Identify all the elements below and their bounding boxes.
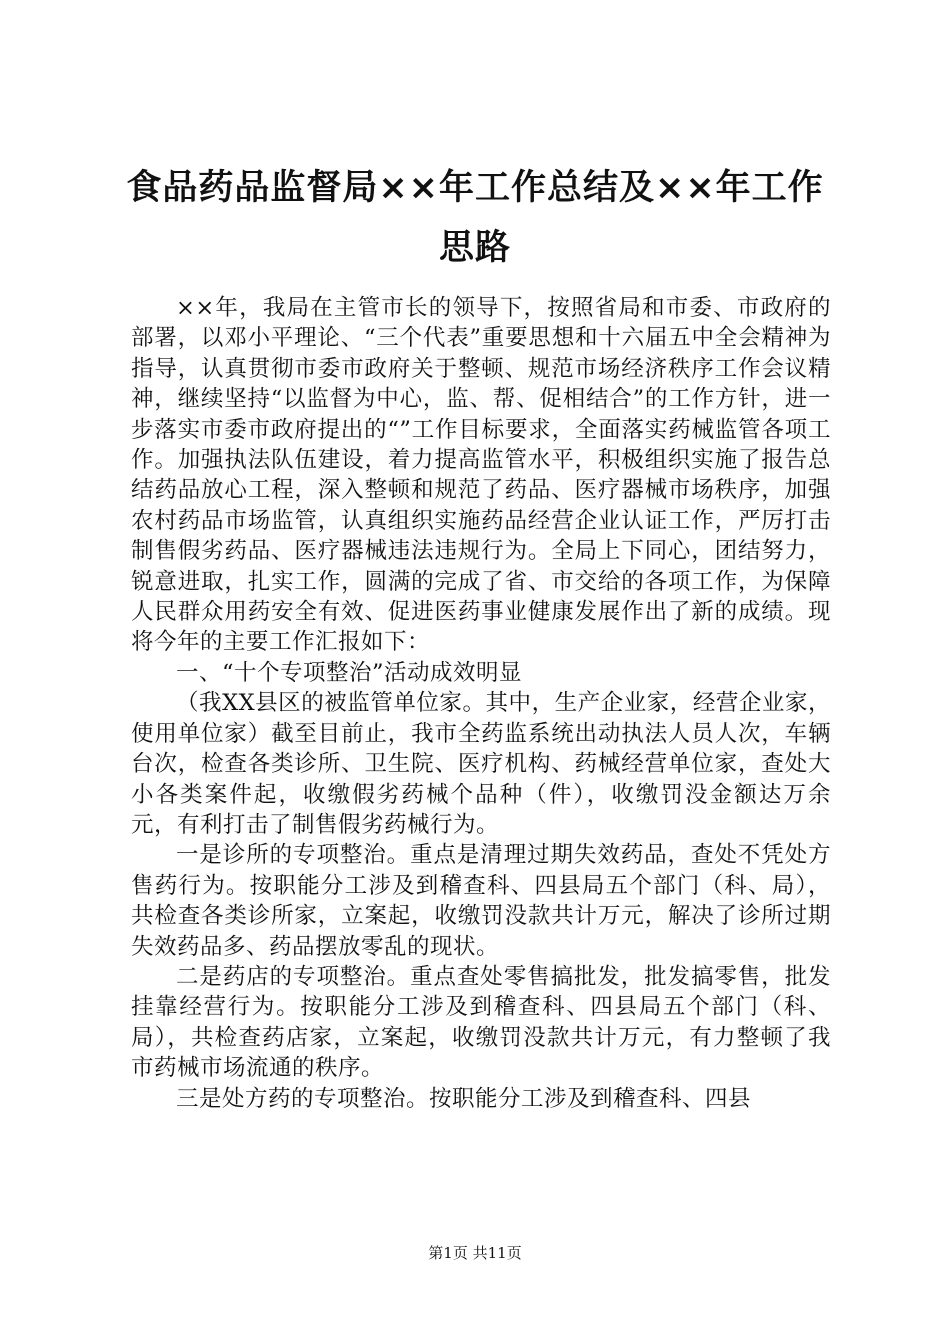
- paragraph-clinic: 一是诊所的专项整治。重点是清理过期失效药品，查处不凭处方售药行为。按职能分工涉及到稽查科、四县局五个部门（科、局），共检查各类诊所家，立案起，收缴罚没款共计万元，解决了诊所过期失效药品多、药品摆放零乱的现状。: [131, 842, 831, 960]
- paragraph-intro: ××年，我局在主管市长的领导下，按照省局和市委、市政府的部署，以邓小平理论、“三个代表”重要思想和十六届五中全会精神为指导，认真贯彻市委市政府关于整顿、规范市场经济秩序工作会议精神，继续坚持“以监督为中心，监、帮、促相结合”的工作方针，进一步落实市委市政府提出的“”工作目标要求，全面落实药械监管各项工作。加强执法队伍建设，着力提高监管水平，积极组织实施了报告总结药品放心工程，深入整顿和规范了药品、医疗器械市场秩序，加强农村药品市场监管，认真组织实施药品经营企业认证工作，严厉打击制售假劣药品、医疗器械违法违规行为。全局上下同心，团结努力，锐意进取，扎实工作，圆满的完成了省、市交给的各项工作，为保障人民群众用药安全有效、促进医药事业健康发展作出了新的成绩。现将今年的主要工作汇报如下：: [131, 295, 831, 656]
- document-title: 食品药品监督局××年工作总结及××年工作思路: [126, 168, 824, 268]
- document-body: [131, 293, 831, 1114]
- paragraph-summary: （我XX县区的被监管单位家。其中，生产企业家，经营企业家，使用单位家）截至目前止，我市全药监系统出动执法人员人次，车辆台次，检查各类诊所、卫生院、医疗机构、药械经营单位家，查处大小各类案件起，收缴假劣药械个品种（件），收缴罚没金额达万余元，有利打击了制售假劣药械行为。: [131, 690, 831, 838]
- section-heading-1: 一、“十个专项整治”活动成效明显: [176, 659, 523, 686]
- paragraph-pharmacy: 二是药店的专项整治。重点查处零售搞批发，批发搞零售，批发挂靠经营行为。按职能分工涉及到稽查科、四县局五个部门（科、局），共检查药店家，立案起，收缴罚没款共计万元，有力整顿了我市药械市场流通的秩序。: [131, 963, 831, 1082]
- page-footer: 第1页 共11页: [428, 1244, 522, 1262]
- paragraph-prescription: 三是处方药的专项整治。按职能分工涉及到稽查科、四县: [176, 1085, 752, 1112]
